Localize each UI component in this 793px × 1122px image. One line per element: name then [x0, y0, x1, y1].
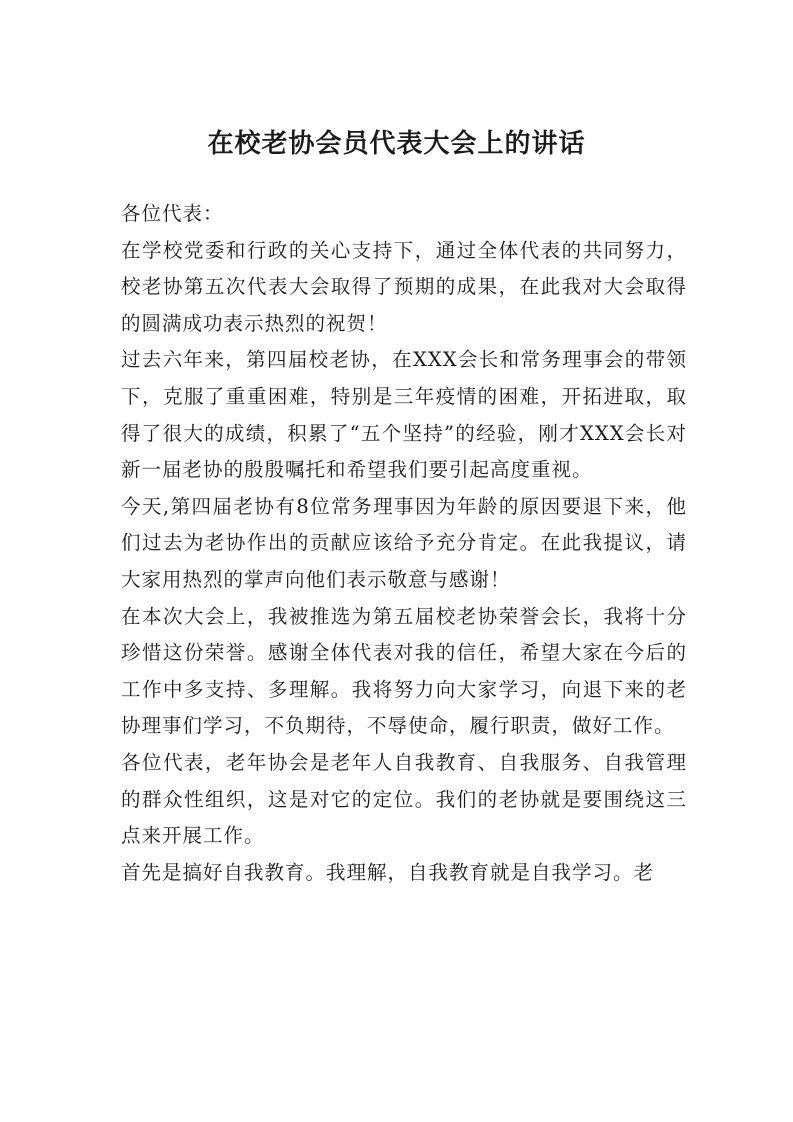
paragraph: 过去六年来，第四届校老协，在XXX会长和常务理事会的带领下，克服了重重困难，特别是三年疫情的困难，开拓进取，取得了很大的成绩，积累了“五个坚持”的经验，刚才XXX会长对新一届老协的殷殷嘱托和希望我们要引起高度重视。: [121, 348, 687, 482]
paragraph: 在学校党委和行政的关心支持下，通过全体代表的共同努力，校老协第五次代表大会取得了预期的成果，在此我对大会取得的圆满成功表示热烈的祝贺！: [121, 238, 687, 335]
salutation: 各位代表：: [121, 202, 224, 225]
paragraph: 今天,第四届老协有8位常务理事因为年龄的原因要退下来，他们过去为老协作出的贡献应该给予充分肯定。在此我提议，请大家用热烈的掌声向他们表示敬意与感谢！: [121, 494, 687, 591]
document-body: [121, 196, 687, 891]
paragraph: 在本次大会上，我被推选为第五届校老协荣誉会长，我将十分珍惜这份荣誉。感谢全体代表对我的信任，希望大家在今后的工作中多支持、多理解。我将努力向大家学习，向退下来的老协理事们学习，不负期待，不辱使命，履行职责，做好工作。: [121, 604, 687, 738]
paragraph: 各位代表，老年协会是老年人自我教育、自我服务、自我管理的群众性组织，这是对它的定位。我们的老协就是要围绕这三点来开展工作。: [121, 750, 687, 848]
document-title: 在校老协会员代表大会上的讲话: [207, 129, 586, 159]
paragraph: 首先是搞好自我教育。我理解，自我教育就是自我学习。老: [121, 860, 655, 884]
